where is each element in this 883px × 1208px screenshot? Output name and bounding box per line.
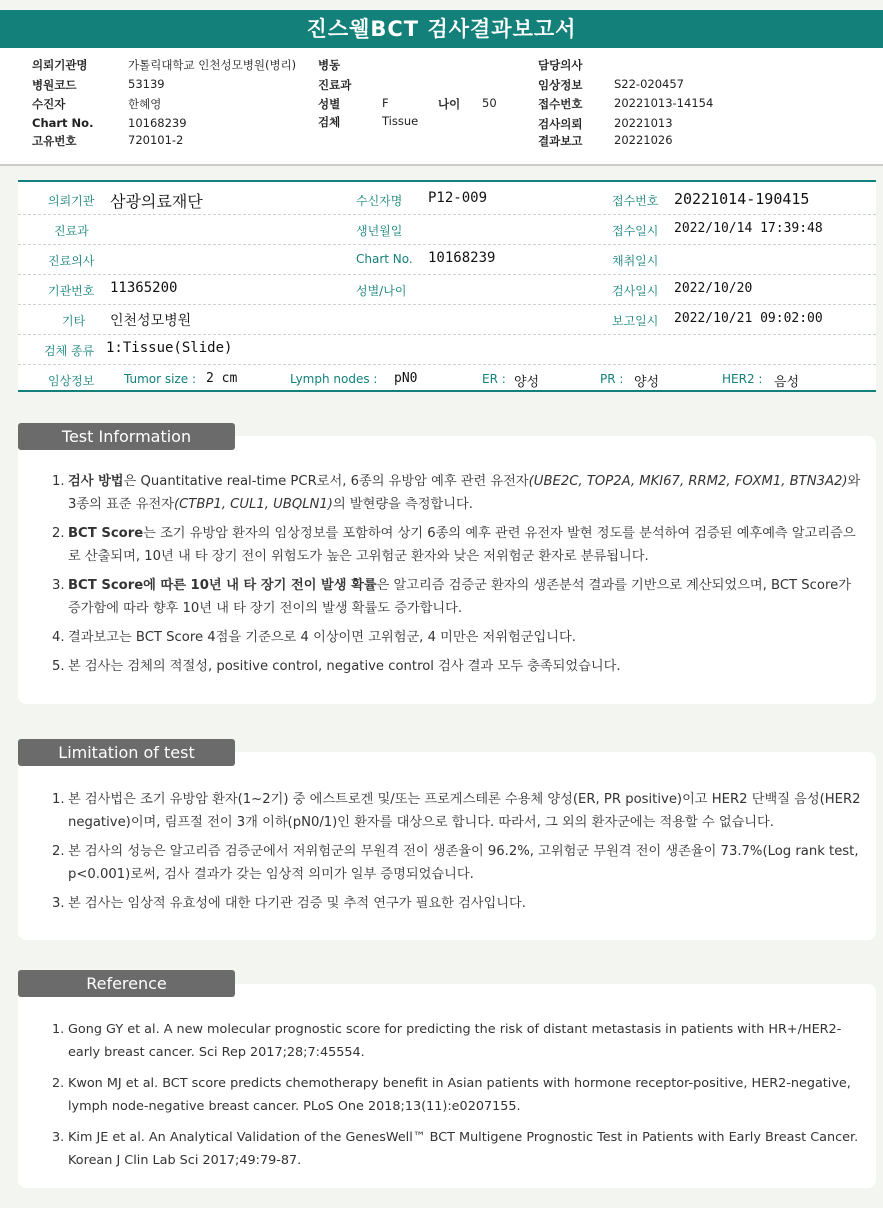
header-value: F [382, 96, 389, 110]
header-label: 병원코드 [32, 78, 77, 92]
info-label: 수신자명 [356, 194, 403, 208]
info-value: 양성 [514, 375, 540, 390]
info-label: HER2 : [722, 372, 763, 386]
item-text: 은 알고리즘 검증군 환자의 생존분석 결과를 기반으로 계산되었으며, BCT Score가 증가함에 따라 향후 10년 내 타 장기 전이의 발생 확률도 증가합니다. [68, 578, 851, 616]
info-label: Chart No. [356, 252, 413, 266]
list-item [52, 1018, 864, 1064]
info-value: 음성 [774, 375, 800, 390]
list-item [52, 470, 864, 516]
reference-list [52, 1018, 864, 1180]
header-label: 임상정보 [538, 78, 583, 92]
info-label: 검체 종류 [44, 344, 95, 358]
item-number: 1. [52, 1022, 65, 1037]
info-value: 11365200 [110, 280, 178, 296]
patient-info-table [18, 180, 876, 392]
item-text: 는 조기 유방암 환자의 임상정보를 포함하여 상기 6종의 예후 관련 유전자 발현 정도를 분석하여 검증된 예후예측 알고리즘으로 산출되며, 10년 내 타 장기 전이 위험도가 높은 고위험군 환자와 낮은 저위험군 환자로 분류됩니다. [68, 526, 856, 564]
info-value: 2022/10/21 09:02:00 [674, 311, 823, 326]
header-label: 담당의사 [538, 58, 583, 72]
info-label: 보고일시 [612, 314, 659, 328]
info-value: 1:Tissue(Slide) [106, 340, 233, 356]
list-item [52, 892, 864, 915]
info-value: 삼광의료재단 [110, 192, 203, 211]
header-label: 나이 [438, 97, 461, 111]
header-label: Chart No. [32, 116, 94, 130]
report-title: 진스웰BCT 검사결과보고서 [0, 10, 883, 48]
header-label: 고유번호 [32, 134, 77, 148]
info-value: pN0 [394, 371, 418, 386]
header-label: 검사의뢰 [538, 117, 583, 131]
header-value: Tissue [382, 114, 419, 128]
info-label: 진료의사 [48, 254, 95, 268]
info-value: 2 cm [206, 371, 238, 386]
limitation-list [52, 788, 864, 921]
info-label: 임상정보 [48, 374, 95, 388]
header-value: 가톨릭대학교 인천성모병원(병리) [128, 58, 297, 72]
test-information-section [18, 436, 876, 704]
limitation-section [18, 752, 876, 940]
list-item [52, 626, 864, 649]
info-value: 2022/10/14 17:39:48 [674, 221, 823, 236]
header-value: 20221013-14154 [614, 96, 714, 110]
info-label: ER : [482, 372, 506, 386]
list-item [52, 1072, 864, 1118]
info-label: Tumor size : [124, 372, 197, 386]
info-value: 10168239 [428, 250, 496, 266]
info-row [18, 335, 876, 365]
header-label: 의뢰기관명 [32, 58, 88, 72]
info-row [18, 185, 876, 215]
test-information-list [52, 470, 864, 684]
gene-list: (UBE2C, TOP2A, MKI67, RRM2, FOXM1, BTN3A2) [528, 474, 848, 489]
section-tag-limitation: Limitation of test [18, 739, 235, 766]
item-number: 1. [52, 474, 65, 489]
item-text: 본 검사는 검체의 적절성, positive control, negative control 검사 결과 모두 충족되었습니다. [68, 659, 621, 674]
list-item [52, 1126, 864, 1172]
item-text: 본 검사법은 조기 유방암 환자(1~2기) 중 에스트로겐 및/또는 프로게스테론 수용체 양성(ER, PR positive)이고 HER2 단백질 음성(HER2 negative)이며, 림프절 전이 3개 이하(pN0/1)인 환자를 대상으로 합니다. 따라서, 그 외의 환자군에는 적용할 수 없습니다. [68, 792, 861, 830]
info-label: 기타 [62, 314, 86, 328]
header-value: 10168239 [128, 116, 187, 130]
item-text: 결과보고는 BCT Score 4점을 기준으로 4 이상이면 고위험군, 4 미만은 저위험군입니다. [68, 630, 576, 645]
item-bold: BCT Score에 따른 10년 내 타 장기 전이 발생 확률 [68, 578, 377, 593]
info-label: 성별/나이 [356, 284, 407, 298]
info-row [18, 365, 876, 395]
header-label: 수진자 [32, 97, 66, 111]
header-value: 720101-2 [128, 133, 184, 147]
list-item [52, 522, 864, 568]
section-tag-test-information: Test Information [18, 423, 235, 450]
info-label: PR : [600, 372, 624, 386]
item-number: 4. [52, 630, 65, 645]
item-number: 5. [52, 659, 65, 674]
item-number: 3. [52, 578, 65, 593]
item-number: 2. [52, 1076, 65, 1091]
info-row [18, 245, 876, 275]
item-text: Gong GY et al. A new molecular prognostic score for predicting the risk of distant metastasis in patients with HR+/HER2-early breast cancer. Sci Rep 2017;28;7:45554. [68, 1022, 842, 1060]
info-value: 양성 [634, 375, 660, 390]
info-label: 의뢰기관 [48, 194, 95, 208]
header-value: 20221013 [614, 116, 673, 130]
info-label: 검사일시 [612, 284, 659, 298]
header-value: 53139 [128, 77, 165, 91]
header-value: 50 [482, 96, 497, 110]
item-number: 1. [52, 792, 65, 807]
info-value: P12-009 [428, 190, 488, 206]
header-label: 접수번호 [538, 97, 583, 111]
info-label: 접수일시 [612, 224, 659, 238]
report-header [0, 48, 883, 166]
info-value: 20221014-190415 [674, 190, 810, 208]
item-number: 2. [52, 844, 65, 859]
gene-list: (CTBP1, CUL1, UBQLN1) [173, 497, 333, 512]
item-number: 3. [52, 1130, 65, 1145]
header-value: S22-020457 [614, 77, 684, 91]
info-label: 기관번호 [48, 284, 95, 298]
header-label: 성별 [318, 97, 341, 111]
list-item [52, 840, 864, 886]
header-label: 검체 [318, 115, 341, 129]
reference-section [18, 984, 876, 1188]
header-label: 병동 [318, 58, 341, 72]
list-item [52, 788, 864, 834]
header-value: 한혜영 [128, 97, 162, 111]
item-text: 본 검사의 성능은 알고리즘 검증군에서 저위험군의 무원격 전이 생존율이 96.2%, 고위험군 무원격 전이 생존율이 73.7%(Log rank test, p<0.001)로써, 검사 결과가 갖는 임상적 의미가 일부 증명되었습니다. [68, 844, 859, 882]
item-number: 2. [52, 526, 65, 541]
header-value: 20221026 [614, 133, 673, 147]
section-tag-reference: Reference [18, 970, 235, 997]
info-row [18, 215, 876, 245]
info-value: 2022/10/20 [674, 281, 753, 296]
info-label: 채취일시 [612, 254, 659, 268]
info-label: Lymph nodes : [290, 372, 378, 386]
info-label: 접수번호 [612, 194, 659, 208]
header-label: 결과보고 [538, 134, 583, 148]
list-item [52, 655, 864, 678]
item-bold: 검사 방법 [68, 474, 124, 489]
item-text: Kwon MJ et al. BCT score predicts chemotherapy benefit in Asian patients with hormone receptor-positive, HER2-negative, lymph node-negative breast cancer. PLoS One 2018;13(11):e0207155. [68, 1076, 851, 1114]
info-label: 생년월일 [356, 224, 403, 238]
header-label: 진료과 [318, 78, 352, 92]
item-text: Kim JE et al. An Analytical Validation of the GenesWell™ BCT Multigene Prognostic Test in Patients with Early Breast Cancer. Korean J Clin Lab Sci 2017;49:79-87. [68, 1130, 859, 1168]
item-bold: BCT Score [68, 526, 144, 541]
item-text: 의 발현량을 측정합니다. [332, 497, 473, 512]
item-number: 3. [52, 896, 65, 911]
item-text: 본 검사는 임상적 유효성에 대한 다기관 검증 및 추적 연구가 필요한 검사입니다. [68, 896, 526, 911]
info-row [18, 275, 876, 305]
item-text: 와 3종의 표준 유전자 [68, 474, 861, 512]
info-value: 인천성모병원 [110, 313, 192, 329]
item-text: 은 Quantitative real-time PCR로서, 6종의 유방암 예후 관련 유전자 [123, 474, 529, 489]
info-label: 진료과 [54, 224, 89, 238]
info-row [18, 305, 876, 335]
list-item [52, 574, 864, 620]
